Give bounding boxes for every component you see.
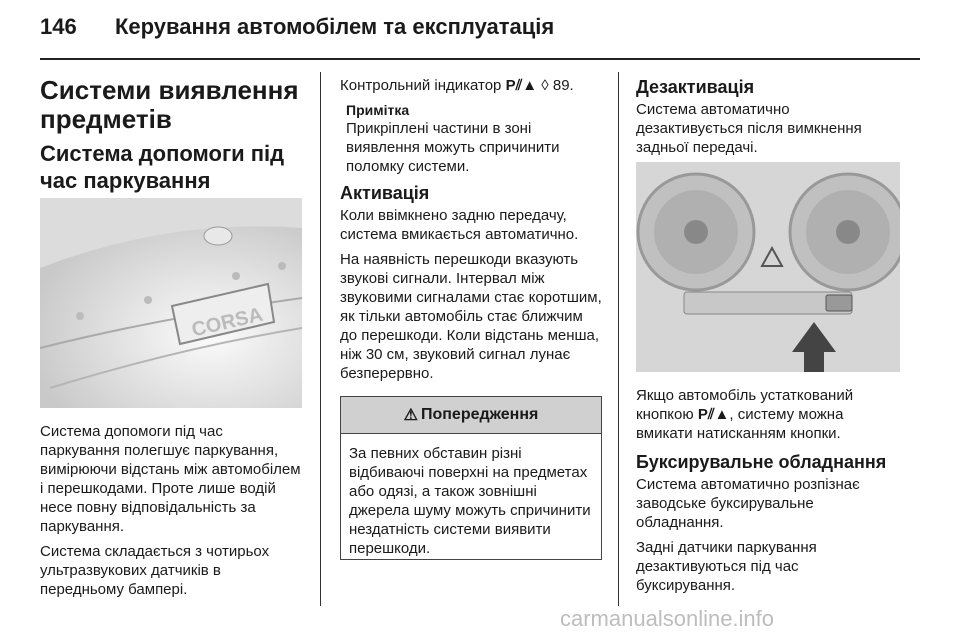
watermark-text: carmanualsonline.info: [560, 606, 775, 631]
paragraph: Система автоматично дезактивується після вимкнення задньої передачі.: [636, 101, 862, 156]
plate-text: CORSA: [189, 303, 265, 342]
paragraph: Система складається з чотирьох ультразвукових датчиків в передньому бампері.: [40, 543, 270, 598]
dashboard-button-illustration: [636, 162, 900, 372]
parking-button-icon: P⫽▲: [697, 406, 730, 423]
warning-icon: ⚠: [403, 407, 418, 424]
rear-bumper-illustration: [40, 198, 302, 408]
chapter-title: Керування автомобілем та експлуатація: [115, 14, 555, 39]
paragraph: Система автоматично розпізнає заводське буксирувальне обладнання.: [636, 476, 860, 531]
paragraph: Коли ввімкнено задню передачу, система вмикається автоматично.: [340, 207, 579, 243]
column-separator: [320, 72, 321, 606]
parking-sensor-icon: P⫽▲: [505, 77, 538, 94]
note-title: Примітка: [346, 102, 410, 118]
paragraph: На наявність перешкоди вказують звукові сигнали. Інтервал між звуковими сигналами стає коротшим, як тільки автомобіль стає ближчим до перешкоди. Коли відстань менша, ніж 30 см, звуковий сигнал лунає безперервно.: [340, 251, 602, 382]
page-number: 146: [40, 14, 77, 39]
note-text: Прикріплені частини в зоні виявлення можуть спричинити поломку системи.: [346, 120, 560, 175]
header-rule: [40, 58, 920, 60]
indicator-prefix: Контрольний індикатор: [340, 77, 506, 94]
paragraph: Система допомоги під час паркування полегшує паркування, вимірюючи відстань між автомобілем і перешкодами. Проте лише водій несе повну відповідальність за паркування.: [40, 423, 301, 535]
button-text-post: , систему можна вмикати натисканням кнопки.: [636, 406, 844, 442]
column-separator: [618, 72, 619, 606]
button-paragraph: [636, 386, 898, 443]
warning-title: Попередження: [420, 406, 539, 423]
warning-header: [341, 397, 601, 434]
note-box: [340, 101, 602, 176]
warning-text: За певних обставин різні відбиваючі поверхні на предметах або одязі, а також зовнішні джерела шуму можуть спричинити нездатність системи виявити перешкоди.: [349, 445, 591, 557]
activation-heading: Активація: [340, 183, 430, 203]
towing-heading: Буксирувальне обладнання: [636, 452, 887, 472]
paragraph: Задні датчики паркування дезактивуються під час буксирування.: [636, 539, 817, 594]
indicator-line: [340, 76, 602, 95]
warning-box: [340, 396, 602, 560]
section-heading: Системи виявлення предметів: [40, 75, 299, 134]
button-text-pre: Якщо автомобіль устаткований кнопкою: [636, 387, 854, 423]
page-reference: ◊ 89.: [537, 77, 574, 94]
deactivation-heading: Дезактивація: [636, 77, 755, 97]
subsection-heading: Система допомоги під час паркування: [40, 141, 285, 193]
